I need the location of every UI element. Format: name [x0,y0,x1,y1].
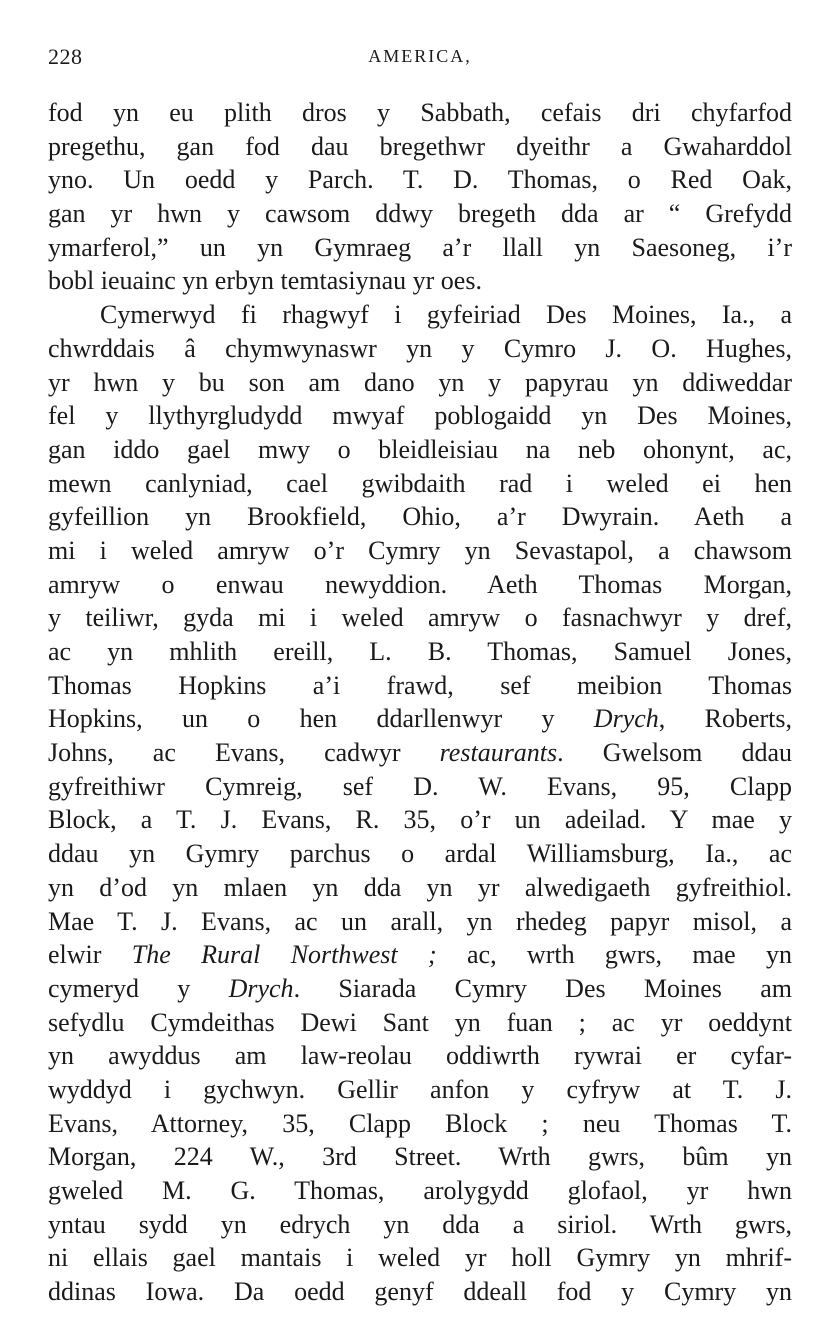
italic-text: Drych [228,973,294,1003]
text-line [48,803,792,837]
text-segment: Hopkins, un o hen ddarllenwyr y [48,704,594,734]
text-line [48,736,792,770]
text-segment: ymarferol,” un yn Gymraeg a’r llall yn Saesoneg, i’r [48,232,792,262]
text-line [48,635,792,669]
text-line [48,905,792,939]
text-segment: gan yr hwn y cawsom ddwy bregeth dda ar “ Grefydd [48,199,792,229]
body-text [48,96,792,1309]
text-segment: chwrddais â chymwynaswr yn y Cymro J. O. Hughes, [48,333,792,363]
text-line [48,500,792,534]
text-segment: gyfeillion yn Brookfield, Ohio, a’r Dwyrain. Aeth a [48,502,792,532]
text-line [48,467,792,501]
text-line [48,534,792,568]
text-segment: , Roberts, [658,704,792,734]
text-line [48,298,792,332]
text-segment: pregethu, gan fod dau bregethwr dyeithr a Gwaharddol [48,131,792,161]
text-line [48,837,792,871]
text-segment: . Gwelsom ddau [557,738,792,768]
italic-text: Drych [593,704,659,734]
text-line [48,264,792,298]
text-segment: mewn canlyniad, cael gwibdaith rad i weled ei hen [48,468,792,498]
page-header [48,44,792,78]
text-segment: gweled M. G. Thomas, arolygydd glofaol, yr hwn [48,1176,792,1205]
text-line [48,972,792,1006]
text-segment: ac, wrth gwrs, mae yn [436,940,792,970]
text-line [48,871,792,905]
text-line [48,96,792,130]
text-line [48,231,792,265]
text-line [48,601,792,635]
text-line [48,568,792,602]
text-line [48,130,792,164]
text-segment: ac yn mhlith ereill, L. B. Thomas, Samuel Jones, [48,637,792,666]
text-line [48,433,792,467]
text-segment: gan iddo gael mwy o bleidleisiau na neb ohonynt, ac, [48,434,792,464]
text-line [48,1208,792,1242]
text-segment: yn awyddus am law-reolau oddiwrth rywrai er cyfar- [48,1041,792,1071]
italic-text: The Rural Northwest ; [131,940,437,970]
text-line [48,1174,792,1208]
text-segment: wyddyd i gychwyn. Gellir anfon y cyfryw at T. J. [48,1074,792,1104]
text-line [48,197,792,231]
text-segment: elwir [48,940,132,970]
text-segment: sefydlu Cymdeithas Dewi Sant yn fuan ; ac yr oeddynt [48,1007,792,1037]
text-line [48,1039,792,1073]
text-segment: amryw o enwau newyddion. Aeth Thomas Morgan, [48,569,792,599]
text-line [48,332,792,366]
text-line [48,1275,792,1309]
text-line [48,1006,792,1040]
text-segment: Evans, Attorney, 35, Clapp Block ; neu Thomas T. [48,1108,792,1138]
text-segment: fod yn eu plith dros y Sabbath, cefais dri chyfarfod [48,98,792,127]
text-segment: Block, a T. J. Evans, R. 35, o’r un adeilad. Y mae y [48,805,792,835]
italic-text: restaurants [439,738,558,768]
text-segment: Thomas Hopkins a’i frawd, sef meibion Thomas [48,670,792,700]
text-line [48,702,792,736]
text-line [48,163,792,197]
text-segment: . Siarada Cymry Des Moines am [293,973,792,1003]
text-line [48,399,792,433]
text-segment: Cymerwyd fi rhagwyf i gyfeiriad Des Moines, Ia., a [100,300,792,330]
text-segment: bobl ieuainc yn erbyn temtasiynau yr oes. [48,266,482,296]
text-segment: yno. Un oedd y Parch. T. D. Thomas, o Red Oak, [48,165,792,195]
text-line [48,938,792,972]
text-segment: mi i weled amryw o’r Cymry yn Sevastapol, a chawsom [48,535,792,565]
text-segment: ni ellais gael mantais i weled yr holl Gymry yn mhrif- [48,1243,792,1273]
text-line [48,1073,792,1107]
text-segment: y teiliwr, gyda mi i weled amryw o fasnachwyr y dref, [48,603,792,633]
text-line [48,1241,792,1275]
text-segment: ddinas Iowa. Da oedd genyf ddeall fod y Cymry yn [48,1277,792,1307]
text-segment: Mae T. J. Evans, ac un arall, yn rhedeg papyr misol, a [48,906,792,936]
text-line [48,1107,792,1141]
text-line [48,1140,792,1174]
text-segment: fel y llythyrgludydd mwyaf poblogaidd yn Des Moines, [48,401,792,431]
text-segment: Johns, ac Evans, cadwyr [48,738,440,768]
text-line [48,366,792,400]
text-line [48,770,792,804]
page-number: 228 [48,44,83,69]
text-segment: gyfreithiwr Cymreig, sef D. W. Evans, 95, Clapp [48,771,792,801]
text-segment: ddau yn Gymry parchus o ardal Williamsburg, Ia., ac [48,839,792,869]
running-title: AMERICA, [368,46,472,66]
text-segment: yntau sydd yn edrych yn dda a siriol. Wrth gwrs, [48,1209,792,1239]
text-segment: cymeryd y [48,973,229,1003]
text-segment: yn d’od yn mlaen yn dda yn yr alwedigaeth gyfreithiol. [48,872,792,902]
text-segment: yr hwn y bu son am dano yn y papyrau yn ddiweddar [48,367,792,397]
text-segment: Morgan, 224 W., 3rd Street. Wrth gwrs, bûm yn [48,1142,792,1172]
text-line [48,669,792,703]
